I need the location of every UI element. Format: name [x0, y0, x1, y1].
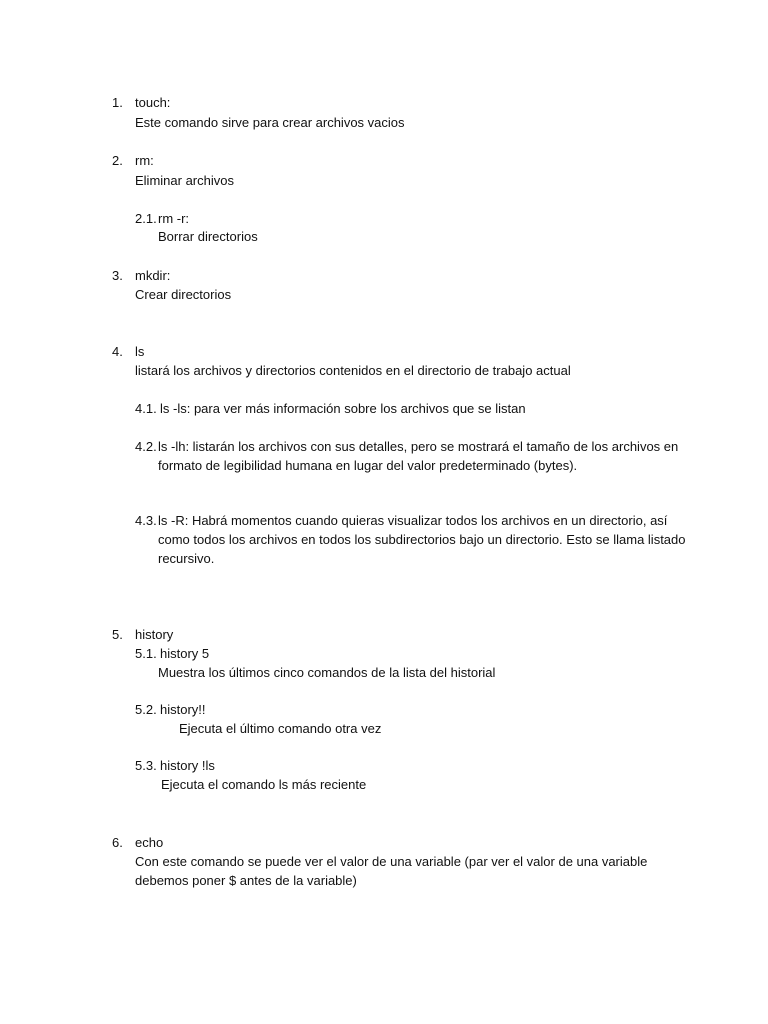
sub-item-number: 4.1.: [135, 401, 157, 416]
item-title: rm:: [135, 153, 154, 168]
item-number: 3.: [112, 268, 123, 283]
sub-item-title: rm -r:: [158, 211, 190, 226]
item-title: mkdir:: [135, 268, 171, 283]
item-number: 6.: [112, 835, 123, 850]
item-number: 1.: [112, 95, 123, 110]
item-number: 4.: [112, 344, 123, 359]
sub-item-title: history!!: [160, 702, 206, 717]
item-title: echo: [135, 835, 164, 850]
sub-item-text-continued: recursivo.: [158, 551, 215, 566]
sub-item-description: Borrar directorios: [158, 229, 258, 244]
sub-item-description: Muestra los últimos cinco comandos de la lista del historial: [158, 665, 496, 680]
sub-item-description: Ejecuta el último comando otra vez: [179, 721, 382, 736]
sub-item-number: 5.2.: [135, 702, 157, 717]
sub-item-number: 5.3.: [135, 758, 157, 773]
sub-item-text-continued: formato de legibilidad humana en lugar del valor predeterminado (bytes).: [158, 458, 578, 473]
item-title: history: [135, 627, 174, 642]
sub-item-title: history 5: [160, 646, 210, 661]
sub-item-text-continued: como todos los archivos en todos los subdirectorios bajo un directorio. Esto se llama listado: [158, 532, 686, 547]
sub-item-number: 2.1.: [135, 211, 157, 226]
sub-item-text: ls -ls: para ver más información sobre los archivos que se listan: [160, 401, 526, 416]
item-title: touch:: [135, 95, 171, 110]
sub-item-number: 4.3.: [135, 513, 157, 528]
item-number: 2.: [112, 153, 123, 168]
sub-item-number: 5.1.: [135, 646, 157, 661]
item-description: Eliminar archivos: [135, 173, 234, 188]
sub-item-title: history !ls: [160, 758, 215, 773]
item-title: ls: [135, 344, 145, 359]
sub-item-description: Ejecuta el comando ls más reciente: [161, 777, 367, 792]
sub-item-text: ls -lh: listarán los archivos con sus detalles, pero se mostrará el tamaño de los archivos en: [158, 439, 679, 454]
sub-item-number: 4.2.: [135, 439, 157, 454]
item-description-continued: debemos poner $ antes de la variable): [135, 873, 357, 888]
item-description: listará los archivos y directorios contenidos en el directorio de trabajo actual: [135, 363, 571, 378]
sub-item-text: ls -R: Habrá momentos cuando quieras visualizar todos los archivos en un directorio, así: [158, 513, 668, 528]
item-description: Con este comando se puede ver el valor de una variable (par ver el valor de una variable: [135, 854, 648, 869]
item-number: 5.: [112, 627, 123, 642]
item-description: Este comando sirve para crear archivos vacios: [135, 115, 405, 130]
item-description: Crear directorios: [135, 287, 232, 302]
